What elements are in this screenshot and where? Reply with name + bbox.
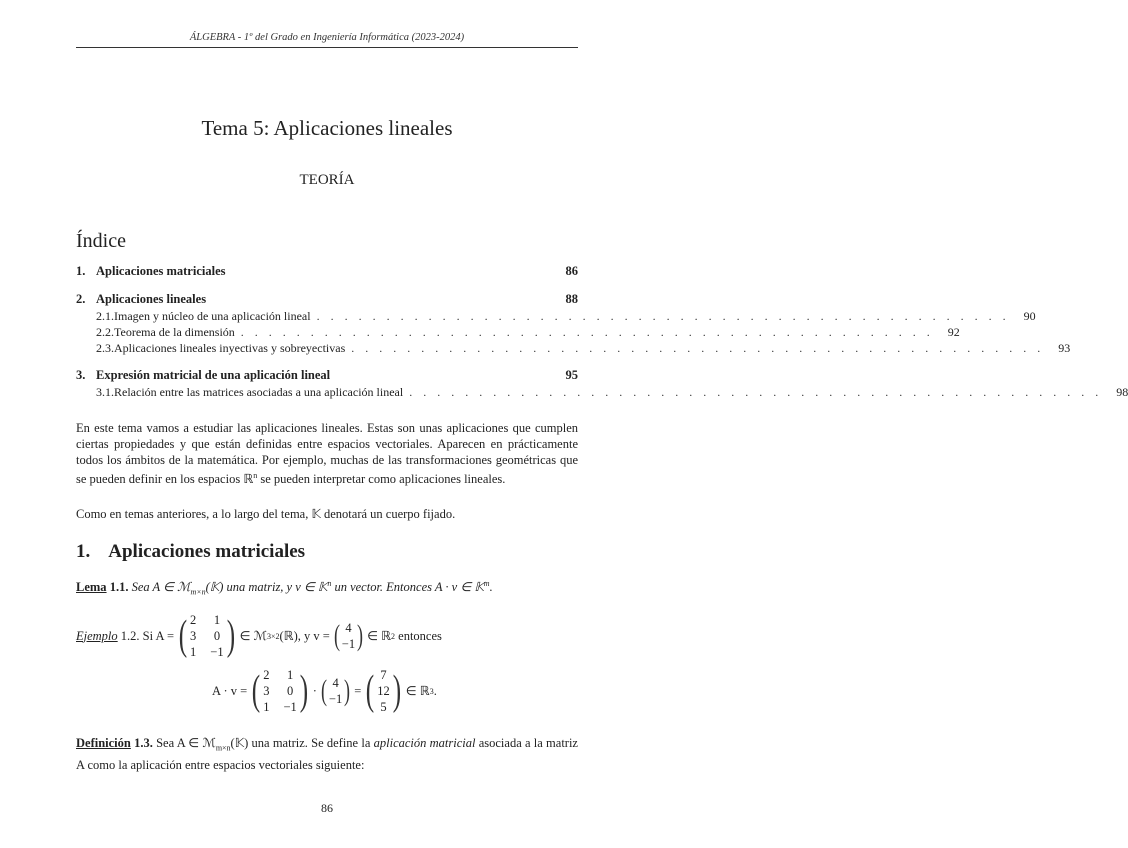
document-title: Tema 5: Aplicaciones lineales <box>201 116 453 140</box>
header-rule <box>76 47 578 48</box>
toc-entry-number: 1. <box>76 264 86 278</box>
toc-entry-page: 98 <box>1116 385 1128 399</box>
lemma-text: (𝕂) una matriz, y v ∈ 𝕂 <box>205 580 328 595</box>
toc-leader-dots: . . . . . . . . . . . . . . . . . . . . . . . . . . . . . . . . . . . . . . . . . . . . . . . . . . <box>316 309 1010 323</box>
toc-entry-3-1[interactable] <box>76 385 1128 401</box>
example-number: 1.2. <box>120 628 140 643</box>
lemma-text: un vector. Entonces A · v ∈ 𝕂 <box>331 580 484 595</box>
matrix-cell: 1 <box>263 699 270 714</box>
example-display-equation <box>212 665 437 717</box>
matrix-cell: 0 <box>213 628 221 643</box>
toc-entry-label: Imagen y núcleo de una aplicación lineal <box>114 309 311 323</box>
toc-entry-number: 2.3. <box>96 341 114 355</box>
example-text: ∈ ℳ <box>239 629 267 643</box>
toc-leader-dots: . . . . . . . . . . . . . . . . . . . . . . . . . . . . . . . . . . . . . . . . . . . . . . . . . . <box>351 341 1045 355</box>
math-superscript: 2 <box>391 631 396 641</box>
section-title: Aplicaciones matriciales <box>108 541 306 562</box>
math-symbol: ℳ <box>177 580 191 595</box>
intro-text: En este tema vamos a estudiar las aplicaciones lineales. Estas son unas aplicaciones que cumplen ciertas propiedades y que están definidas entre espacios vectoriales. Aparecen en prácticamente todos los ámbitos de la matemática. Por ejemplo, muchas de las transformaciones geométricas que se pueden definir en los espacios <box>76 421 578 487</box>
definition-text: (𝕂) una matriz. Se define la <box>230 736 374 750</box>
toc-entry-label: Aplicaciones lineales <box>96 292 207 306</box>
math-superscript: 3 <box>429 686 434 696</box>
definition-term: aplicación matricial <box>373 736 476 750</box>
math-symbol: 𝕂 <box>311 507 321 521</box>
multiply-operator: · <box>312 683 317 698</box>
math-symbol: ℝ <box>243 472 254 487</box>
matrix-cell: 5 <box>380 699 387 714</box>
example-label: Ejemplo <box>76 628 118 643</box>
toc-entry-number: 3. <box>76 368 86 382</box>
definition-block <box>76 735 578 773</box>
definition-text: asociada a la matriz A como la aplicación entre espacios vectoriales siguiente: <box>76 736 578 772</box>
lemma-block <box>76 576 578 601</box>
math-subscript: m×n <box>190 587 206 597</box>
intro-text: Como en temas anteriores, a lo largo del tema, <box>76 507 312 521</box>
toc-entry-page: 86 <box>565 264 578 278</box>
toc-entry-label: Expresión matricial de una aplicación lineal <box>96 368 331 382</box>
equation-lhs: A · v = <box>212 683 248 698</box>
matrix-cell: 0 <box>286 683 294 698</box>
matrix-cell: 1 <box>190 644 197 659</box>
example-text: entonces <box>398 628 442 643</box>
example-line-1 <box>76 610 442 662</box>
intro-text: denotará un cuerpo fijado. <box>320 507 456 521</box>
toc-entry-2-1[interactable] <box>76 309 1036 325</box>
toc-entry-number: 3.1. <box>96 385 114 399</box>
matrix-cell: 1 <box>213 612 221 627</box>
toc-entry-label: Aplicaciones matriciales <box>96 264 226 278</box>
matrix-cell: −1 <box>210 644 224 659</box>
document-subtitle: TEORÍA <box>299 172 355 188</box>
intro-text: se pueden interpretar como aplicaciones lineales. <box>257 472 506 487</box>
toc-entry-2-3[interactable] <box>76 341 1071 357</box>
result-vector: ( 7 12 5 ) <box>366 667 401 714</box>
lemma-text: . <box>489 580 493 595</box>
toc-entry-page: 92 <box>947 325 960 339</box>
page-number: 86 <box>321 801 333 815</box>
toc-heading: Índice <box>76 230 126 252</box>
running-header: ÁLGEBRA - 1º del Grado en Ingeniería Informática (2023-2024) <box>189 32 465 43</box>
toc-entry-page: 90 <box>1023 309 1036 323</box>
equals-operator: = <box>354 683 362 698</box>
definition-number: 1.3. <box>134 736 153 750</box>
example-text: ∈ ℝ <box>405 684 430 698</box>
matrix-A: ( 2 1 3 0 1 −1 ) <box>178 612 235 659</box>
toc-leader-dots: . . . . . . . . . . . . . . . . . . . . . . . . . . . . . . . . . . . . . . . . . . . . . . . . . . <box>240 325 934 339</box>
matrix-cell: 12 <box>377 683 390 698</box>
matrix-cell: −1 <box>341 636 356 651</box>
toc-entry-label: Aplicaciones lineales inyectivas y sobreyectivas <box>114 341 346 355</box>
matrix-cell: 4 <box>345 620 352 635</box>
intro-paragraph-2 <box>76 506 578 522</box>
example-text: . <box>433 683 437 698</box>
vector-v-display: ( 4 −1 ) <box>320 674 351 707</box>
toc-entry-2[interactable] <box>76 292 578 308</box>
toc-entry-label: Teorema de la dimensión <box>114 325 235 339</box>
toc-entry-2-2[interactable] <box>76 325 960 341</box>
matrix-cell: −1 <box>328 691 343 706</box>
toc-entry-number: 2.1. <box>96 309 114 323</box>
section-number: 1. <box>76 541 91 562</box>
matrix-cell: 2 <box>190 612 197 627</box>
definition-text: Sea A ∈ <box>156 736 203 750</box>
matrix-cell: 3 <box>263 683 270 698</box>
math-subscript: 3×2 <box>267 631 280 641</box>
math-subscript: m×n <box>215 743 231 753</box>
section-heading-1 <box>76 541 305 563</box>
vector-v: ( 4 −1 ) <box>333 619 364 652</box>
example-text: (ℝ), y v = <box>279 629 330 643</box>
toc-entry-page: 88 <box>565 292 578 306</box>
toc-entry-number: 2.2. <box>96 325 114 339</box>
toc-leader-dots: . . . . . . . . . . . . . . . . . . . . . . . . . . . . . . . . . . . . . . . . . . . . . . . . . . <box>409 385 1103 399</box>
example-text: ∈ ℝ <box>367 629 392 643</box>
definition-label: Definición <box>76 736 131 750</box>
toc-entry-page: 93 <box>1058 341 1071 355</box>
math-symbol: ℳ <box>202 736 216 750</box>
example-text: Si A = <box>142 628 175 643</box>
lemma-label: Lema <box>76 580 107 595</box>
matrix-cell: 7 <box>380 667 387 682</box>
matrix-cell: 3 <box>190 628 197 643</box>
matrix-cell: 2 <box>263 667 270 682</box>
matrix-cell: 1 <box>286 667 294 682</box>
lemma-number: 1.1. <box>109 580 129 595</box>
lemma-text: Sea A ∈ <box>131 580 178 595</box>
math-superscript: n <box>327 579 332 588</box>
math-superscript: n <box>253 471 258 480</box>
toc-entry-label: Relación entre las matrices asociadas a una aplicación lineal <box>114 385 404 399</box>
matrix-cell: −1 <box>283 699 297 714</box>
math-superscript: m <box>483 579 490 588</box>
toc-entry-page: 95 <box>565 368 578 382</box>
matrix-cell: 4 <box>332 675 339 690</box>
toc-entry-3[interactable] <box>76 368 578 384</box>
matrix-A-display: ( 2 1 3 0 1 −1 ) <box>251 667 308 714</box>
intro-paragraph-1 <box>76 420 578 487</box>
toc-entry-number: 2. <box>76 292 86 306</box>
toc-entry-1[interactable] <box>76 264 578 280</box>
